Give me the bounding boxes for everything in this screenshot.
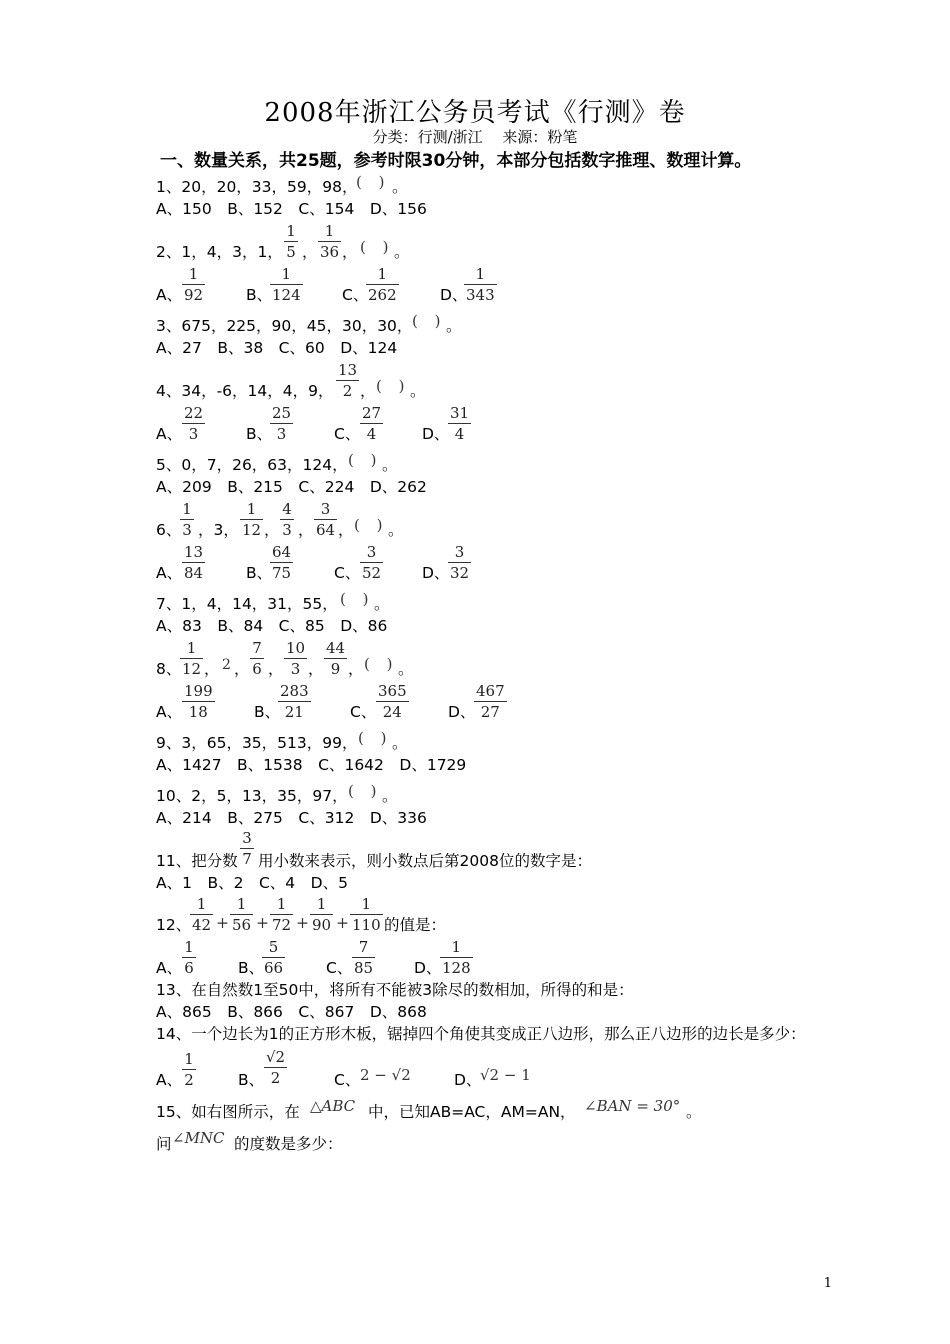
fraction: 44 9 (326, 639, 346, 678)
question-7-stem: 7、1，4，14，31，55， (156, 595, 338, 613)
document-title: 2008年浙江公务员考试《行测》卷 (264, 98, 686, 128)
comma: ， (268, 660, 284, 678)
option-a-label: A、 (156, 1071, 183, 1089)
option-a-fraction: 13 84 (184, 543, 204, 582)
comma: ， (338, 521, 354, 539)
option-a-label: A、 (156, 703, 183, 721)
option-a-label: A、 (156, 286, 183, 304)
question-3-stem: 3、675，225，90，45，30，30， (156, 317, 413, 335)
option-a-fraction: 199 18 (184, 682, 213, 721)
option-d-label: D、 (440, 286, 468, 304)
question-15-prefix: 15、如右图所示，在 (156, 1103, 300, 1121)
plus-sign: + (256, 914, 269, 932)
option-b-label: B、 (238, 1071, 265, 1089)
option-b-label: B、 (254, 703, 281, 721)
question-1-options: A、150 B、152 C、154 D、156 (156, 200, 427, 218)
option-a-label: A、 (156, 959, 183, 977)
option-c-label: C、 (334, 425, 361, 443)
question-15-ask-prefix: 问 (156, 1135, 172, 1153)
question-11-prefix: 11、把分数 (156, 852, 238, 870)
comma: ， (264, 521, 280, 539)
question-2-stem: 2、1，4，3，1， (156, 243, 283, 261)
option-a-label: A、 (156, 425, 183, 443)
question-6-stem: 6、 (156, 521, 182, 539)
option-b-fraction: 25 3 (272, 404, 292, 443)
angle-ban-expression: ∠BAN = 30° (584, 1097, 681, 1115)
fraction: 13 2 (338, 361, 358, 400)
fraction: 1 12 (242, 500, 262, 539)
fraction: 1 36 (320, 222, 340, 261)
period: 。 (394, 243, 410, 261)
option-b-fraction: 1 124 (272, 265, 301, 304)
period: 。 (374, 595, 390, 613)
fraction: 1 5 (284, 222, 298, 261)
option-d-label: D、 (448, 703, 476, 721)
fraction: 1 12 (182, 639, 202, 678)
option-c-label: C、 (334, 564, 361, 582)
question-5-options: A、209 B、215 C、224 D、262 (156, 478, 427, 496)
option-c-label: C、 (326, 959, 353, 977)
period: 。 (392, 178, 408, 196)
question-8-stem: 8、 (156, 660, 182, 678)
answer-blank: ( ) (376, 377, 411, 395)
fraction: 3 7 (240, 829, 254, 868)
comma: ， (360, 382, 376, 400)
answer-blank: ( ) (348, 782, 383, 800)
period: 。 (382, 787, 398, 805)
option-d-fraction: 31 4 (450, 404, 470, 443)
fraction: 7 6 (250, 639, 264, 678)
option-d-label: D、 (454, 1071, 482, 1089)
angle-mnc-expression: ∠MNC (172, 1129, 225, 1147)
option-b-fraction: √2 2 (266, 1048, 286, 1087)
period: 。 (392, 734, 408, 752)
period: 。 (388, 521, 404, 539)
question-11-suffix: 用小数来表示，则小数点后第2008位的数字是： (258, 852, 592, 870)
section-heading: 一、数量关系，共25题，参考时限30分钟，本部分包括数字推理、数理计算。 (160, 151, 752, 171)
fraction: 1 90 (312, 895, 332, 934)
fraction: 1 42 (192, 895, 212, 934)
fraction: 4 3 (280, 500, 294, 539)
comma: ， (348, 660, 364, 678)
number-two: 2 (222, 657, 231, 673)
option-a-fraction: 22 3 (184, 404, 204, 443)
answer-blank: ( ) (356, 173, 391, 191)
option-a-fraction: 1 92 (184, 265, 204, 304)
fraction: 1 3 (180, 500, 194, 539)
comma: ， (308, 660, 324, 678)
fraction: 1 72 (272, 895, 292, 934)
question-11-options: A、1 B、2 C、4 D、5 (156, 874, 348, 892)
option-b-label: B、 (246, 286, 273, 304)
question-3-options: A、27 B、38 C、60 D、124 (156, 339, 398, 357)
option-d-label: D、 (422, 425, 450, 443)
option-d-expression: √2 − 1 (480, 1066, 531, 1084)
question-14-stem: 14、一个边长为1的正方形木板，锯掉四个角使其变成正八边形，那么正八边形的边长是多少： (156, 1025, 806, 1043)
option-d-fraction: 3 32 (450, 543, 470, 582)
question-15-ask-suffix: 的度数是多少： (234, 1135, 343, 1153)
fraction: 1 56 (232, 895, 252, 934)
option-c-label: C、 (342, 286, 369, 304)
option-c-label: C、 (350, 703, 377, 721)
comma: ， (204, 660, 220, 678)
comma: ， (234, 660, 250, 678)
answer-blank: ( ) (354, 516, 389, 534)
question-1-stem: 1、20，20，33，59，98， (156, 178, 358, 196)
comma: ， (342, 243, 358, 261)
option-d-label: D、 (414, 959, 442, 977)
question-13-options: A、865 B、866 C、867 D、868 (156, 1003, 427, 1021)
answer-blank: ( ) (360, 238, 395, 256)
answer-blank: ( ) (358, 729, 393, 747)
option-b-fraction: 283 21 (280, 682, 309, 721)
option-d-fraction: 1 128 (442, 938, 471, 977)
option-c-label: C、 (334, 1071, 361, 1089)
plus-sign: + (216, 914, 229, 932)
triangle-abc-expression: △ABC (310, 1097, 356, 1115)
option-b-fraction: 64 75 (272, 543, 292, 582)
option-c-fraction: 365 24 (378, 682, 407, 721)
question-9-options: A、1427 B、1538 C、1642 D、1729 (156, 756, 467, 774)
option-b-label: B、 (238, 959, 265, 977)
option-a-fraction: 1 6 (182, 938, 196, 977)
question-5-stem: 5、0，7，26，63，124， (156, 456, 348, 474)
stem-middle: ，3， (198, 521, 239, 539)
period: 。 (410, 382, 426, 400)
option-d-fraction: 467 27 (476, 682, 505, 721)
option-b-label: B、 (246, 564, 273, 582)
question-9-stem: 9、3，65，35，513，99， (156, 734, 358, 752)
option-d-label: D、 (422, 564, 450, 582)
option-a-label: A、 (156, 564, 183, 582)
option-c-fraction: 1 262 (368, 265, 397, 304)
answer-blank: ( ) (364, 655, 399, 673)
question-15-middle: 中，已知AB=AC，AM=AN， (368, 1103, 576, 1121)
question-7-options: A、83 B、84 C、85 D、86 (156, 617, 388, 635)
period: 。 (446, 317, 462, 335)
question-4-stem: 4、34，-6，14，4，9， (156, 382, 334, 400)
option-c-expression: 2 − √2 (360, 1066, 411, 1084)
page-number: 1 (823, 1276, 832, 1291)
answer-blank: ( ) (340, 590, 375, 608)
option-a-fraction: 1 2 (182, 1050, 196, 1089)
fraction: 1 110 (352, 895, 381, 934)
question-10-stem: 10、2，5，13，35，97， (156, 787, 348, 805)
answer-blank: ( ) (412, 312, 447, 330)
plus-sign: + (296, 914, 309, 932)
option-c-fraction: 7 85 (354, 938, 374, 977)
option-c-fraction: 27 4 (362, 404, 382, 443)
comma: ， (298, 521, 314, 539)
fraction: 3 64 (316, 500, 336, 539)
period: 。 (686, 1103, 702, 1121)
question-10-options: A、214 B、275 C、312 D、336 (156, 809, 427, 827)
answer-blank: ( ) (348, 451, 383, 469)
fraction: 10 3 (286, 639, 306, 678)
period: 。 (398, 660, 414, 678)
option-b-label: B、 (246, 425, 273, 443)
comma: ， (302, 243, 318, 261)
option-d-fraction: 1 343 (466, 265, 495, 304)
option-b-fraction: 5 66 (264, 938, 284, 977)
plus-sign: + (336, 914, 349, 932)
option-c-fraction: 3 52 (362, 543, 382, 582)
period: 。 (382, 456, 398, 474)
question-12-suffix: 的值是： (384, 916, 447, 934)
question-13-stem: 13、在自然数1至50中，将所有不能被3除尽的数相加，所得的和是： (156, 981, 634, 999)
document-meta: 分类：行测/浙江 来源：粉笔 (372, 128, 578, 146)
question-12-prefix: 12、 (156, 916, 192, 934)
